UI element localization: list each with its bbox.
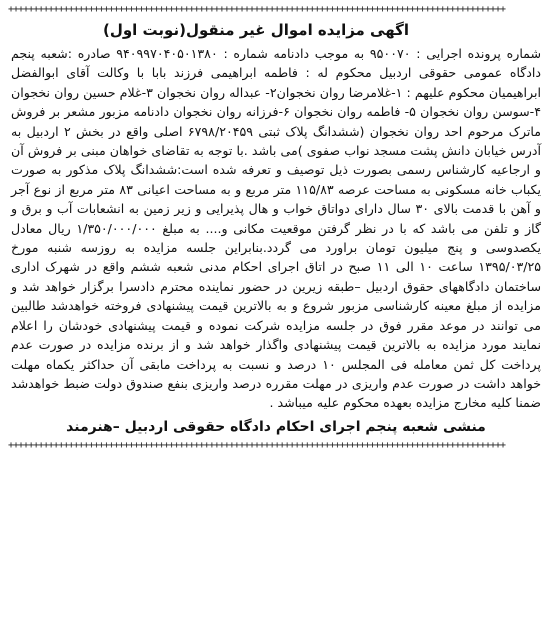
top-border: +++++++++++++++++++++++++++++++++++++++++++++++++++++++++++++++++++++++++++++++++++++++++++++++++++ — [8, 4, 506, 15]
notice-title: اگهی مزایده اموال غیر منقول(نوبت اول) — [102, 21, 410, 39]
notice-signature: منشی شعبه پنجم اجرای احکام دادگاه حقوقی اردبیل –هنرمند — [66, 418, 486, 435]
auction-notice — [8, 4, 544, 555]
bottom-border: +++++++++++++++++++++++++++++++++++++++++++++++++++++++++++++++++++++++++++++++++++++++++++++++++++ — [8, 439, 506, 451]
notice-body: شماره پرونده اجرایی : ۹۵۰۰۷۰ به موجب دادنامه شماره : ۹۴۰۹۹۷۰۴۰۵۰۱۳۸۰ صادره :شعبه پنجم دادگاه عمومی حقوقی اردبیل محکوم له : فاطمه ابراهیمی فرزند بابا با وکالت آقای ابوالفضل ابراهیمیان محکوم علیهم : ۱-غلامرضا روان نخجوان۲- عبداله روان نخجوان ۳-غلام حسین روان نخجوان ۴-سوسن روان نخجوان ۵- فاطمه روان نخجوان ۶-فرزانه روان نخجوان دادنامه مزبور مشعر بر فروش ماترک مرحوم احد روان نخجوان (ششدانگ پلاک ثبتی ۶۷۹۸/۲۰۴۵۹ اصلی واقع در بخش ۲ اردبیل به آدرس خیابان دانش پشت مسجد نواب صفوی )می باشد .با توجه به تقاضای خواهان مبنی بر فروش آن و ارجاعیه کارشناس رسمی بصورت ذیل توصیف و تعرفه شده است:ششدانگ پلاک مذکور به صورت یکباب خانه مسکونی به مساحت عرصه ۱۱۵/۸۳ متر مربع و به مساحت اعیانی ۸۳ متر مربع از نوع آجر و آهن با قدمت بالای ۳۰ سال دارای دواتاق خواب و هال پذیرایی و زیر زمین به انشعابات آب و برق و گاز و تلفن می باشد که با در نظر گرفتن موقعیت مکانی و.... به مبلغ ۱/۳۵۰/۰۰۰/۰۰۰ ریال معادل یکصدوسی و پنج میلیون تومان براورد می گردد.بنابراین جلسه مزایده به روزسه شنبه مورخ ۱۳۹۵/۰۳/۲۵ ساعت ۱۰ الی ۱۱ صبح در اتاق اجرای احکام مدنی شعبه ششم واقع در شهرک اداری ساختمان دادگاههای حقوق اردبیل –طبقه زیرین در حضور نماینده محترم دادسرا برگزار خواهد شد و مزایده از مبلغ معینه کارشناسی مزبور شروع و به بالاترین قیمت پیشنهادی فروخته خواهدشد طالبین می توانند در موعد مقرر فوق در جلسه مزایده شرکت نموده و قیمت پیشنهادی خودشان را اعلام نمایند مورد مزایده به بالاترین قیمت پیشنهادی واگذار خواهد شد و از برنده مزایده در صورت عدم پرداخت کل ثمن معامله فی المجلس ۱۰ درصد و نسبت به پرداخت مابقی آن حداکثر یکماه مهلت خواهد داشت در صورت عدم واریزی در مهلت مقرره درصد واریزی بنفع صندوق دولت ضبط خواهدشد ضمنا کلیه مخارج مزایده بعهده محکوم علیه میباشد . — [11, 46, 542, 411]
